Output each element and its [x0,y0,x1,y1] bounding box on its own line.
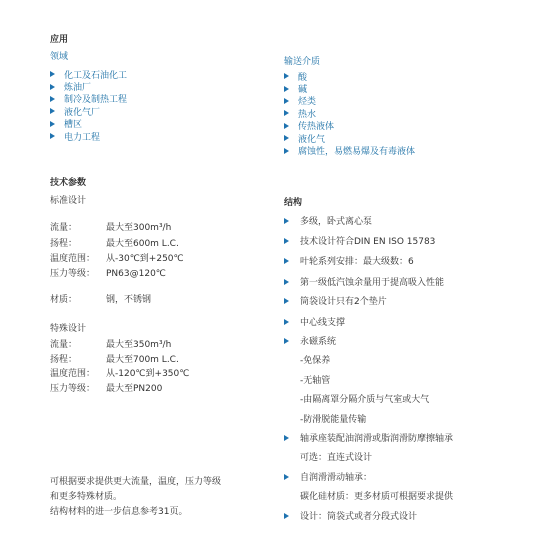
spec-label: 流量： [50,340,78,350]
list-item: 液化气厂 [50,105,127,117]
spec-label: 温度范围： [50,254,96,264]
triangle-bullet-icon [284,513,289,519]
triangle-bullet-icon [284,338,289,344]
note-line: 结构材料的进一步信息参考31页。 [50,507,188,517]
spec-row [50,368,189,380]
triangle-bullet-icon [284,123,289,129]
triangle-bullet-icon [284,298,289,304]
spec-row [50,238,179,250]
spec-row [50,354,179,366]
list-item: 化工及石油化工 [50,68,127,80]
media-heading: 输送介质 [284,57,321,67]
triangle-bullet-icon [284,148,289,154]
triangle-bullet-icon [284,110,289,116]
triangle-bullet-icon [284,435,289,441]
triangle-bullet-icon [50,84,55,90]
triangle-bullet-icon [50,71,55,77]
sub-item: -由隔离罩分隔介质与气室或大气 [300,395,430,405]
spec-label: 扬程： [50,239,78,249]
page-title: 应用 [50,35,69,45]
spec-value: PN63@120℃ [106,269,166,279]
spec-value: 从-30℃到+250℃ [106,254,184,264]
triangle-bullet-icon [50,133,55,139]
spec-value: 从-120℃到+350℃ [106,369,190,379]
note-line: 可根据要求提供更大流量，温度，压力等级 [50,477,222,487]
list-item: 槽区 [50,118,127,130]
fields-list [50,68,127,142]
spec-value: 最大至PN200 [106,384,163,394]
list-item: 炼油厂 [50,80,127,92]
spec-row [50,383,162,395]
triangle-bullet-icon [50,121,55,127]
list-item: 热水 [284,107,415,119]
list-item: 腐蚀性，易燃易爆及有毒液体 [284,144,415,156]
spec-label: 压力等级： [50,384,96,394]
triangle-bullet-icon [284,135,289,141]
list-item: 制冷及制热工程 [50,93,127,105]
material-row [50,294,151,306]
spec-label: 扬程： [50,355,78,365]
list-item: 碱 [284,82,415,94]
list-item: 电力工程 [50,130,127,142]
spec-value: 最大至600m L.C. [106,239,179,249]
sub-item: -防滑脱能量传输 [300,415,367,425]
spec-value: 最大至300m³/h [106,223,172,233]
spec-label: 温度范围： [50,369,96,379]
list-item: 液化气 [284,132,415,144]
spec-value: 最大至350m³/h [106,340,172,350]
triangle-bullet-icon [284,474,289,480]
triangle-bullet-icon [50,96,55,102]
standard-design-heading: 标准设计 [50,196,87,206]
triangle-bullet-icon [284,86,289,92]
spec-row [50,339,171,351]
sub-item: -无轴管 [300,376,331,386]
sub-item: 可选：直连式设计 [300,453,373,463]
triangle-bullet-icon [284,73,289,79]
sub-item: -免保养 [300,356,331,366]
tech-heading: 技术参数 [50,178,87,188]
special-design-heading: 特殊设计 [50,324,87,334]
note-line: 和更多特殊材质。 [50,492,123,502]
spec-label: 压力等级： [50,269,96,279]
media-list [284,70,415,157]
spec-row [50,268,166,280]
triangle-bullet-icon [284,218,289,224]
triangle-bullet-icon [284,279,289,285]
fields-heading: 领域 [50,52,69,62]
spec-row [50,222,171,234]
material-label: 材质： [50,295,78,305]
material-value: 钢，不锈钢 [106,295,152,305]
spec-value: 最大至700m L.C. [106,355,179,365]
sub-item: 碳化硅材质：更多材质可根据要求提供 [300,492,454,502]
spec-row [50,253,184,265]
triangle-bullet-icon [284,98,289,104]
list-item: 酸 [284,70,415,82]
list-item: 烃类 [284,95,415,107]
triangle-bullet-icon [50,108,55,114]
structure-heading: 结构 [284,198,303,208]
triangle-bullet-icon [284,238,289,244]
triangle-bullet-icon [284,319,289,325]
triangle-bullet-icon [284,258,289,264]
spec-label: 流量： [50,223,78,233]
list-item: 传热液体 [284,120,415,132]
